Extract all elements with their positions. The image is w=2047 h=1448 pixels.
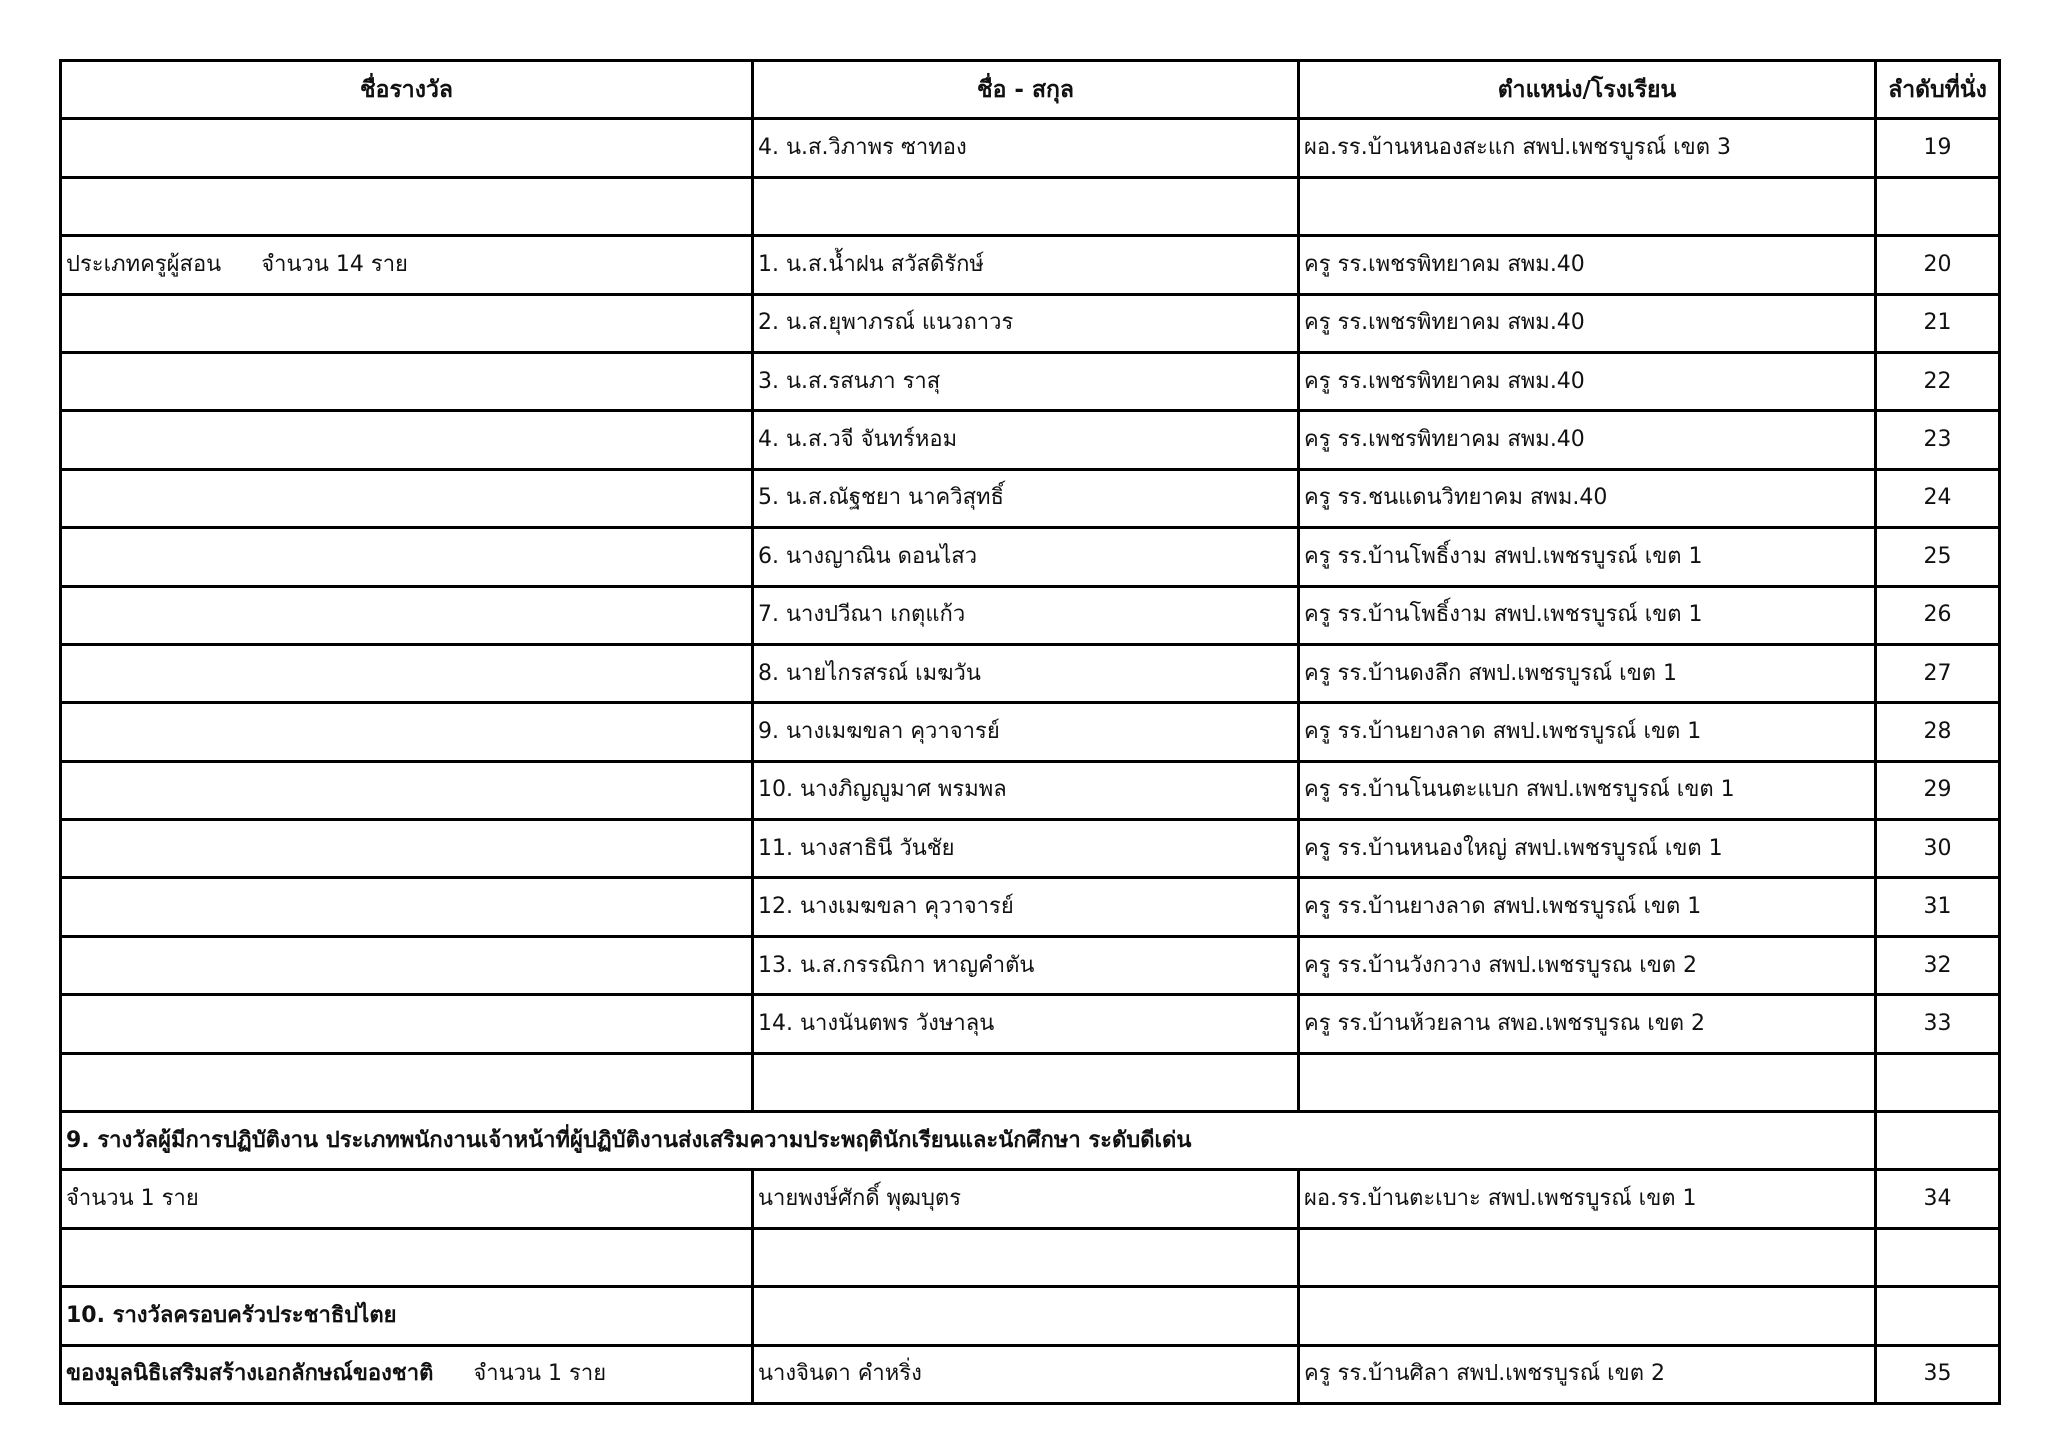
position-cell: ครู รร.บ้านวังกวาง สพป.เพชรบูรณ เขต 2 [1299, 936, 1876, 994]
award-cell [61, 1345, 753, 1403]
teacher-category-label: ประเภทครูผู้สอน [66, 251, 222, 277]
award-cell [61, 703, 753, 761]
award-cell [61, 119, 753, 177]
name-cell: 3. น.ส.รสนภา ราสุ [753, 352, 1299, 410]
award-cell [61, 236, 753, 294]
empty-cell [1876, 1287, 2000, 1345]
name-cell: 14. นางนันตพร วังษาลุน [753, 995, 1299, 1053]
empty-cell [1299, 1287, 1876, 1345]
award-seating-table [59, 59, 2001, 1405]
table-row [61, 586, 2000, 644]
name-cell: 11. นางสาธินี วันชัย [753, 820, 1299, 878]
seat-cell: 21 [1876, 294, 2000, 352]
empty-cell [753, 1287, 1299, 1345]
seat-cell: 32 [1876, 936, 2000, 994]
seat-cell: 26 [1876, 586, 2000, 644]
name-cell: 7. นางปวีณา เกตุแก้ว [753, 586, 1299, 644]
award-count-label: จำนวน 1 ราย [473, 1361, 607, 1387]
empty-cell [1876, 177, 2000, 235]
table-row [61, 878, 2000, 936]
blank-row [61, 177, 2000, 235]
seat-cell: 31 [1876, 878, 2000, 936]
position-cell: ครู รร.เพชรพิทยาคม สพม.40 [1299, 411, 1876, 469]
seat-cell: 34 [1876, 1170, 2000, 1228]
header-award-name: ชื่อรางวัล [61, 61, 753, 119]
position-cell: ครู รร.บ้านโพธิ์งาม สพป.เพชรบูรณ์ เขต 1 [1299, 586, 1876, 644]
table-row [61, 119, 2000, 177]
name-cell: 4. น.ส.วิภาพร ซาทอง [753, 119, 1299, 177]
position-cell: ครู รร.บ้านห้วยลาน สพอ.เพชรบูรณ เขต 2 [1299, 995, 1876, 1053]
empty-cell [753, 1053, 1299, 1111]
blank-row [61, 1053, 2000, 1111]
empty-cell [1876, 1112, 2000, 1170]
section-10-title: 10. รางวัลครอบครัวประชาธิปไตย [61, 1287, 753, 1345]
seat-cell: 25 [1876, 528, 2000, 586]
award-cell [61, 644, 753, 702]
section-10-title-row [61, 1287, 2000, 1345]
section-9-title: 9. รางวัลผู้มีการปฏิบัติงาน ประเภทพนักงานเจ้าหน้าที่ผู้ปฏิบัติงานส่งเสริมความประพฤตินักเรียนและนักศึกษา ระดับดีเด่น [61, 1112, 1876, 1170]
name-cell: 8. นายไกรสรณ์ เมฆวัน [753, 644, 1299, 702]
empty-cell [1876, 1053, 2000, 1111]
award-cell [61, 820, 753, 878]
seat-cell: 23 [1876, 411, 2000, 469]
empty-cell [61, 1053, 753, 1111]
teacher-count-label: จำนวน 14 ราย [261, 251, 408, 277]
position-cell: ครู รร.บ้านโนนตะแบก สพป.เพชรบูรณ์ เขต 1 [1299, 761, 1876, 819]
award-cell [61, 411, 753, 469]
seat-cell: 22 [1876, 352, 2000, 410]
seat-cell: 28 [1876, 703, 2000, 761]
seat-cell: 20 [1876, 236, 2000, 294]
name-cell: นางจินดา คำหริ่ง [753, 1345, 1299, 1403]
award-cell [61, 878, 753, 936]
position-cell: ผอ.รร.บ้านหนองสะแก สพป.เพชรบูรณ์ เขต 3 [1299, 119, 1876, 177]
name-cell: นายพงษ์ศักดิ์ พุฒบุตร [753, 1170, 1299, 1228]
header-seat-number: ลำดับที่นั่ง [1876, 61, 2000, 119]
seat-cell: 30 [1876, 820, 2000, 878]
position-cell: ครู รร.เพชรพิทยาคม สพม.40 [1299, 352, 1876, 410]
table-row [61, 995, 2000, 1053]
seat-cell: 33 [1876, 995, 2000, 1053]
foundation-label: ของมูลนิธิเสริมสร้างเอกลักษณ์ของชาติ [66, 1361, 434, 1387]
award-cell [61, 352, 753, 410]
name-cell: 1. น.ส.น้ำฝน สวัสดิรักษ์ [753, 236, 1299, 294]
position-cell: ครู รร.บ้านโพธิ์งาม สพป.เพชรบูรณ์ เขต 1 [1299, 528, 1876, 586]
section-9-title-row [61, 1112, 2000, 1170]
seat-cell: 29 [1876, 761, 2000, 819]
award-cell [61, 995, 753, 1053]
award-cell [61, 294, 753, 352]
name-cell: 10. นางภิญญูมาศ พรมพล [753, 761, 1299, 819]
position-cell: ผอ.รร.บ้านตะเบาะ สพป.เพชรบูรณ์ เขต 1 [1299, 1170, 1876, 1228]
table-row [61, 761, 2000, 819]
name-cell: 13. น.ส.กรรณิกา หาญคำตัน [753, 936, 1299, 994]
award-cell [61, 936, 753, 994]
position-cell: ครู รร.บ้านศิลา สพป.เพชรบูรณ์ เขต 2 [1299, 1345, 1876, 1403]
empty-cell [1299, 177, 1876, 235]
table-row [61, 936, 2000, 994]
table-row [61, 411, 2000, 469]
name-cell: 6. นางญาณิน ดอนไสว [753, 528, 1299, 586]
table-row [61, 1345, 2000, 1403]
empty-cell [1876, 1228, 2000, 1286]
empty-cell [61, 1228, 753, 1286]
table-row [61, 703, 2000, 761]
position-cell: ครู รร.เพชรพิทยาคม สพม.40 [1299, 294, 1876, 352]
table-row [61, 1170, 2000, 1228]
award-cell [61, 528, 753, 586]
seat-cell: 24 [1876, 469, 2000, 527]
table-header-row [61, 61, 2000, 119]
empty-cell [753, 177, 1299, 235]
position-cell: ครู รร.เพชรพิทยาคม สพม.40 [1299, 236, 1876, 294]
seat-cell: 27 [1876, 644, 2000, 702]
award-cell [61, 586, 753, 644]
table-row [61, 469, 2000, 527]
empty-cell [753, 1228, 1299, 1286]
name-cell: 4. น.ส.วจี จันทร์หอม [753, 411, 1299, 469]
position-cell: ครู รร.ชนแดนวิทยาคม สพม.40 [1299, 469, 1876, 527]
table-row [61, 644, 2000, 702]
empty-cell [1299, 1053, 1876, 1111]
position-cell: ครู รร.บ้านหนองใหญ่ สพป.เพชรบูรณ์ เขต 1 [1299, 820, 1876, 878]
table-row [61, 528, 2000, 586]
header-full-name: ชื่อ - สกุล [753, 61, 1299, 119]
name-cell: 2. น.ส.ยุพาภรณ์ แนวถาวร [753, 294, 1299, 352]
table-row [61, 236, 2000, 294]
table-row [61, 352, 2000, 410]
name-cell: 12. นางเมฆขลา คุวาจารย์ [753, 878, 1299, 936]
name-cell: 5. น.ส.ณัฐชยา นาควิสุทธิ์ [753, 469, 1299, 527]
table-row [61, 820, 2000, 878]
award-cell [61, 469, 753, 527]
award-count-cell: จำนวน 1 ราย [61, 1170, 753, 1228]
table-row [61, 294, 2000, 352]
position-cell: ครู รร.บ้านยางลาด สพป.เพชรบูรณ์ เขต 1 [1299, 878, 1876, 936]
award-cell [61, 761, 753, 819]
seat-cell: 35 [1876, 1345, 2000, 1403]
empty-cell [1299, 1228, 1876, 1286]
empty-cell [61, 177, 753, 235]
seat-cell: 19 [1876, 119, 2000, 177]
blank-row [61, 1228, 2000, 1286]
position-cell: ครู รร.บ้านดงลึก สพป.เพชรบูรณ์ เขต 1 [1299, 644, 1876, 702]
position-cell: ครู รร.บ้านยางลาด สพป.เพชรบูรณ์ เขต 1 [1299, 703, 1876, 761]
name-cell: 9. นางเมฆขลา คุวาจารย์ [753, 703, 1299, 761]
header-position-school: ตำแหน่ง/โรงเรียน [1299, 61, 1876, 119]
